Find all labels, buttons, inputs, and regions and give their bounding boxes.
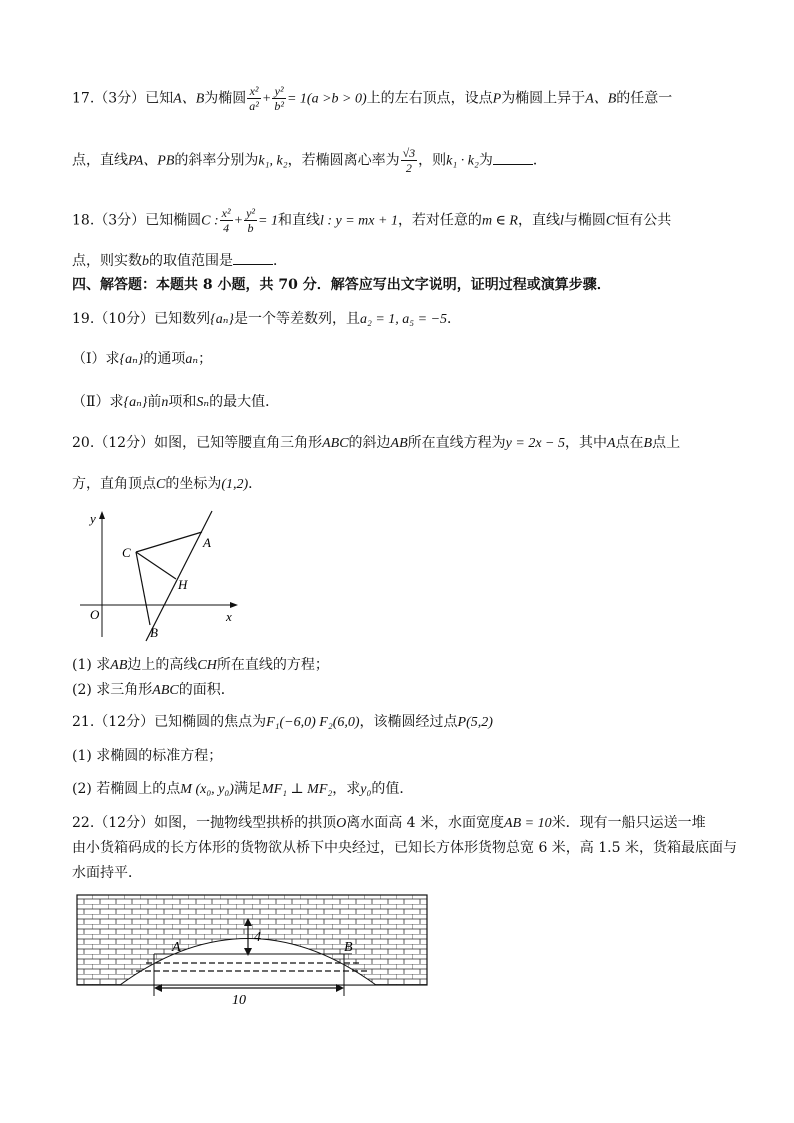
q22-line-2: 由小货箱码成的长方体形的货物欲从桥下中央经过，已知长方体形货物总宽 6 米，高 1.5 米，货箱最底面与 bbox=[72, 840, 737, 856]
side-cb bbox=[136, 552, 150, 625]
q17-line-2: 点，直线PA、PB的斜率分别为k₁, k₂，若椭圆离心率为 $\frac{√3}{2}$ ，则k₁ · k₂为 ． bbox=[72, 146, 547, 175]
fraction: $\frac{\text{x²}}{\text{a²}}$ bbox=[249, 84, 259, 113]
altitude-ch bbox=[136, 552, 176, 579]
q19-part-1: （Ⅰ）求{aₙ}的通项aₙ； bbox=[72, 351, 213, 367]
answer-blank bbox=[493, 152, 533, 165]
section-heading: 四、解答题：本题共 8 小题，共 70 分．解答应写出文字说明，证明过程或演算步骤． bbox=[72, 277, 611, 293]
width-label: 10 bbox=[232, 993, 246, 1008]
q21-part-1: (1) 求椭圆的标准方程； bbox=[72, 748, 223, 764]
height-label: 4 bbox=[254, 930, 261, 945]
arch-bridge-figure bbox=[76, 894, 428, 1010]
q22-line-3: 水面持平． bbox=[72, 865, 142, 881]
fraction: $\frac{\text{x²}}{4}$ bbox=[221, 206, 231, 235]
q19-line-1: 19.（10分）已知数列{aₙ}是一个等差数列，且a₂ = 1, a₅ = −5． bbox=[72, 311, 462, 327]
q19-part-2: （Ⅱ）求{aₙ}前n项和Sₙ的最大值． bbox=[72, 394, 280, 410]
point-b-label: B bbox=[150, 625, 158, 640]
point-a-label: A bbox=[203, 535, 211, 550]
answer-blank bbox=[233, 252, 273, 265]
point-b-label: B bbox=[344, 940, 353, 955]
q18-line-2: 点，则实数b的取值范围是 ． bbox=[72, 253, 287, 269]
q22-line-1: 22.（12分）如图，一抛物线型拱桥的拱顶O离水面高 4 米，水面宽度AB = 10米．现有一船只运送一堆 bbox=[72, 815, 706, 831]
fraction: $\frac{\text{y²}}{\text{b²}}$ bbox=[274, 84, 284, 113]
q17-line-1: 17.（3分）已知A、B为椭圆 $\frac{\text{x²}}{\text{a²}}$ + $\frac{\text{y²}}{\text{b²}}$ = 1(a >b > 0)上的左右顶点，设点P为椭圆上异于A、B的任意一 bbox=[72, 84, 673, 113]
x-axis-arrow-icon bbox=[230, 602, 238, 608]
q20-part-2: (2) 求三角形ABC的面积． bbox=[72, 682, 235, 698]
y-axis-arrow-icon bbox=[99, 511, 105, 519]
fraction: $\frac{\text{y²}}{b}$ bbox=[246, 206, 255, 235]
q20-part-1: (1) 求AB边上的高线CH所在直线的方程； bbox=[72, 657, 329, 673]
hypotenuse-line bbox=[146, 511, 212, 641]
triangle-figure bbox=[78, 507, 248, 643]
q21-line-1: 21.（12分）已知椭圆的焦点为F₁(−6,0) F₂(6,0)，该椭圆经过点P(5,2) bbox=[72, 714, 493, 730]
q20-line-2: 方，直角顶点C的坐标为(1,2)． bbox=[72, 476, 263, 492]
point-c-label: C bbox=[122, 545, 131, 560]
q21-part-2: (2) 若椭圆上的点M (x₀, y₀)满足MF₁ ⊥ MF₂，求y₀的值． bbox=[72, 781, 414, 797]
point-a-label: A bbox=[172, 940, 181, 955]
y-axis-label: y bbox=[90, 511, 96, 526]
origin-label: O bbox=[90, 607, 100, 622]
q18-line-1: 18.（3分）已知椭圆C : $\frac{\text{x²}}{4}$ + $\frac{\text{y²}}{b}$ = 1和直线l : y = mx + 1，若对任意的m ∈ R，直线l与椭圆C恒有公共 bbox=[72, 206, 672, 235]
point-h-label: H bbox=[178, 577, 188, 592]
x-axis-label: x bbox=[226, 609, 232, 624]
q20-line-1: 20.（12分）如图，已知等腰直角三角形ABC的斜边AB所在直线方程为y = 2x − 5，其中A点在B点上 bbox=[72, 435, 681, 451]
eccentricity-fraction: $\frac{√3}{2}$ bbox=[402, 146, 416, 175]
